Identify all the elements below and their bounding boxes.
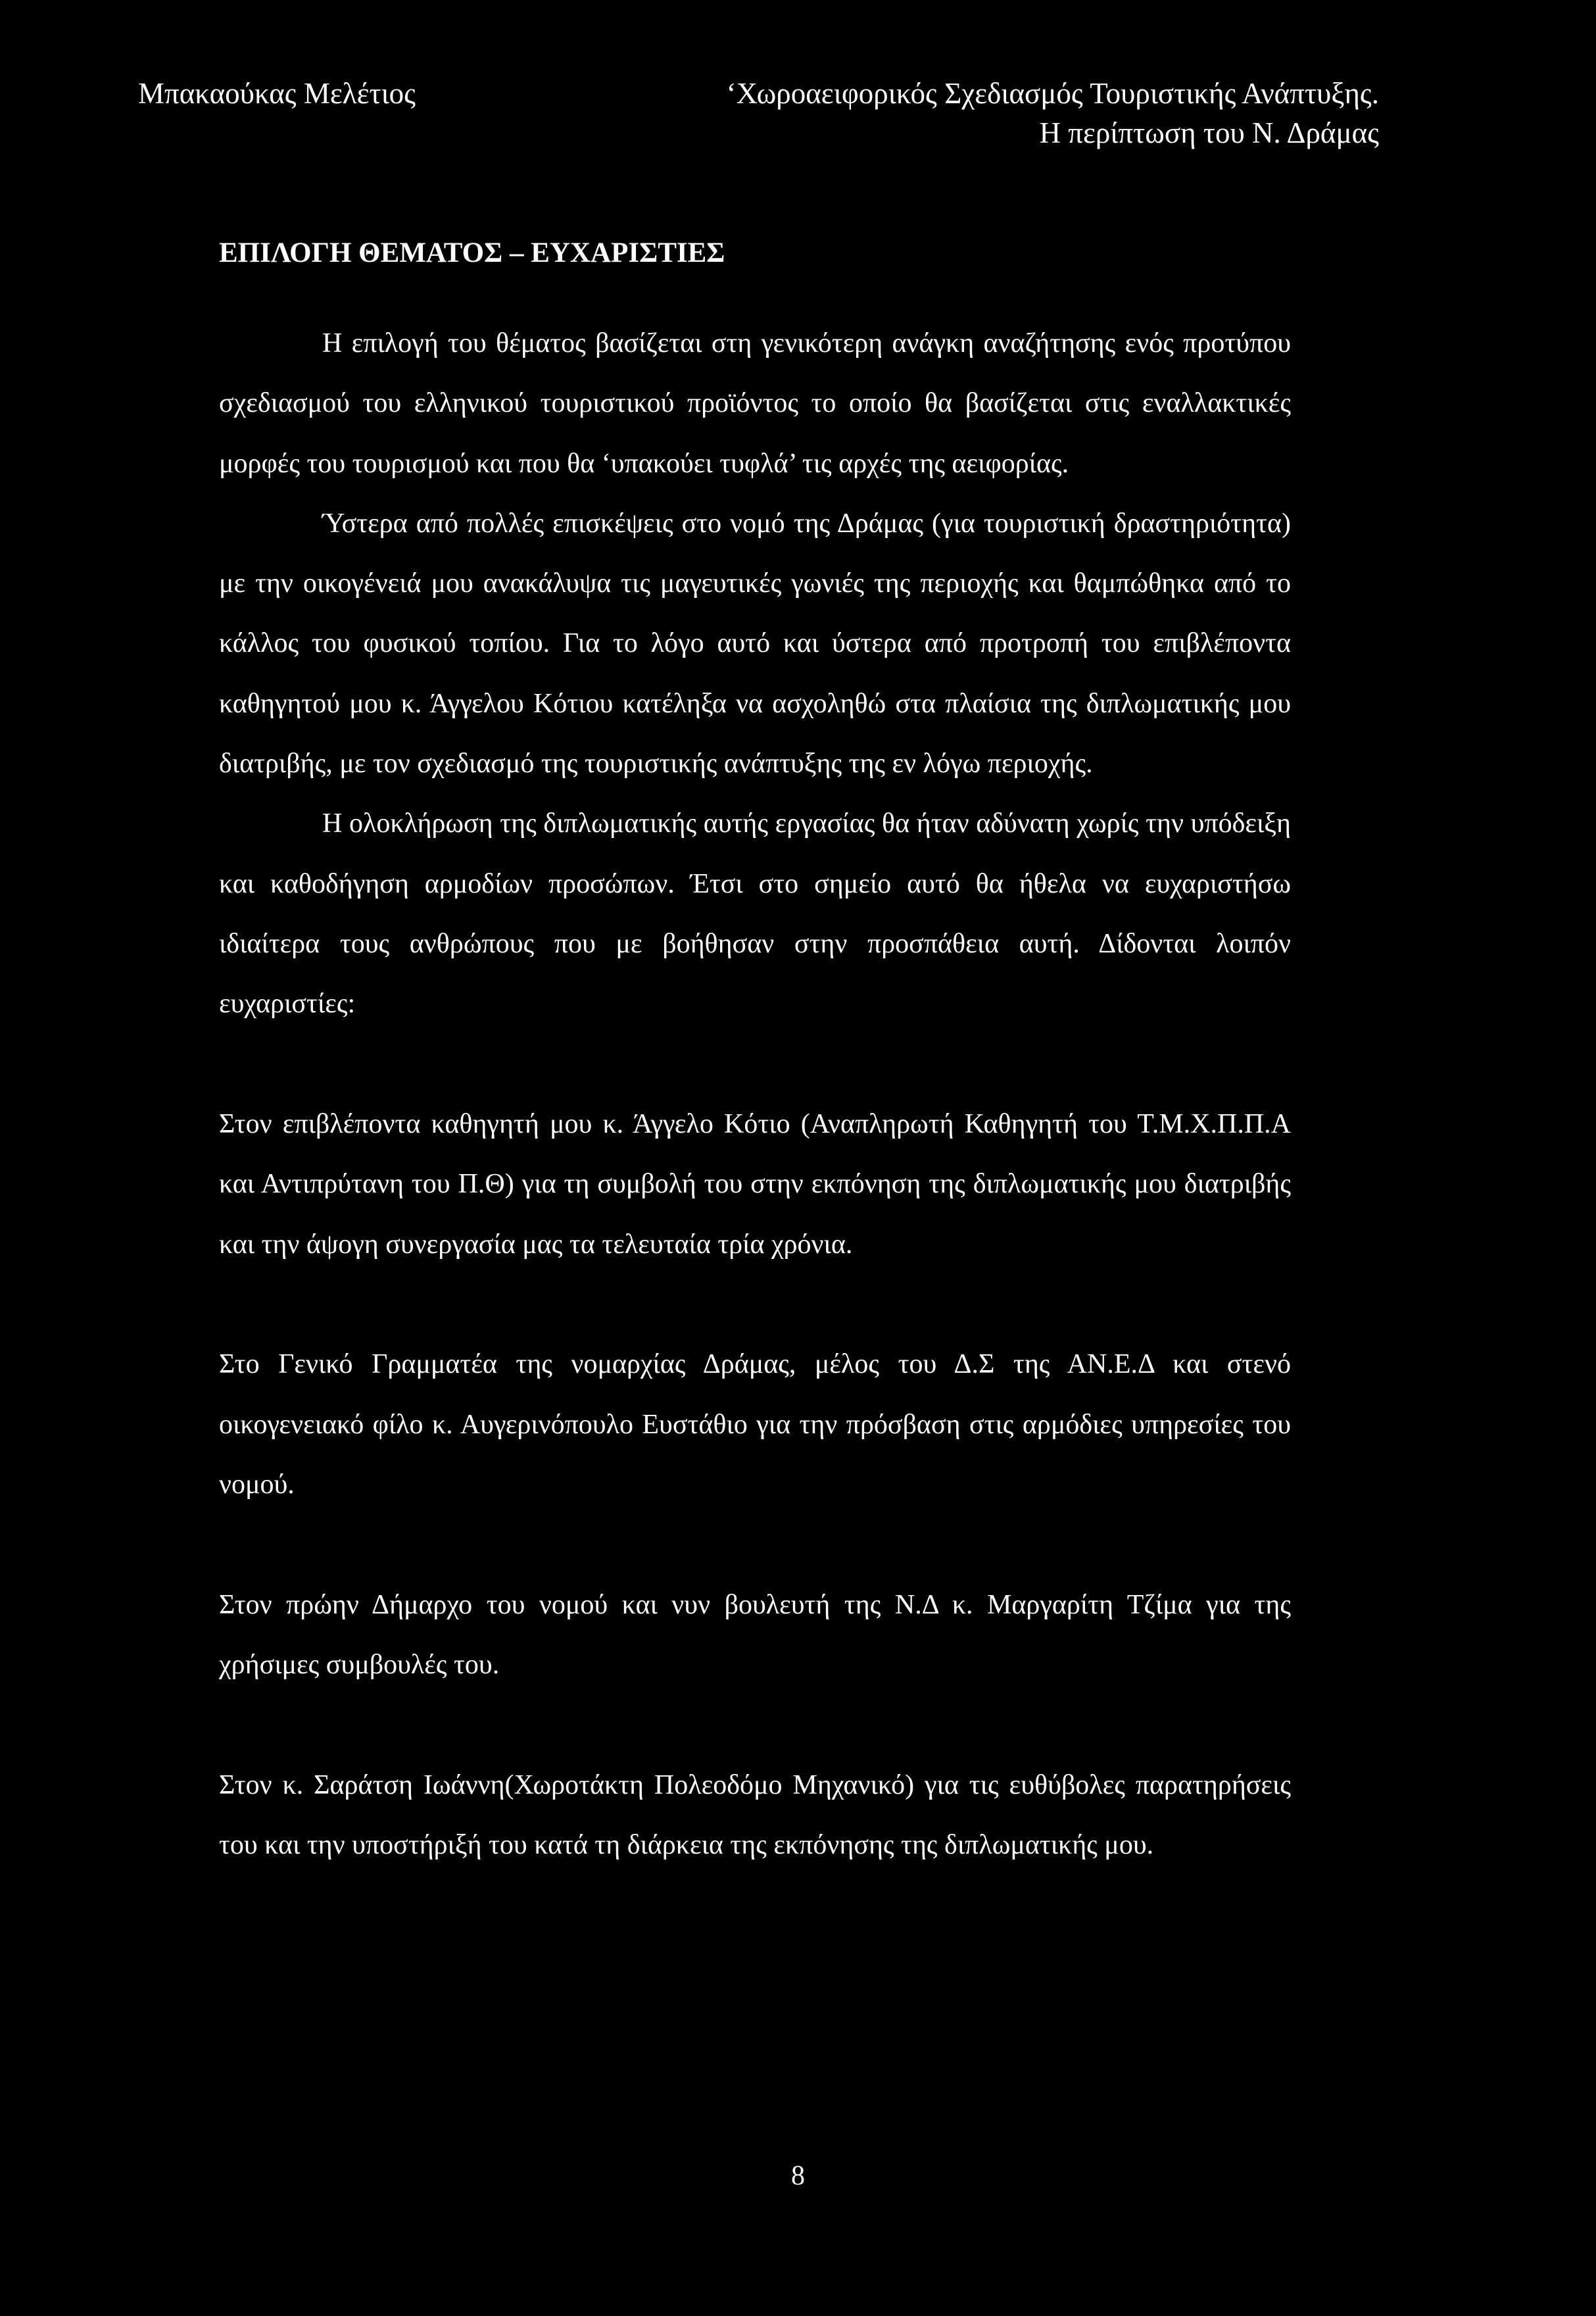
document-body: [219, 234, 1291, 1876]
page-number: 8: [791, 2161, 805, 2191]
acknowledgement-planner: Στον κ. Σαράτση Ιωάννη(Χωροτάκτη Πολεοδόμο Μηχανικό) για τις ευθύβολες παρατηρήσεις του και την υποστήριξή του κατά τη διάρκεια της εκπόνησης της διπλωματικής μου.: [219, 1769, 1291, 1861]
header-title-line1: ‘Χωροαειφορικός Σχεδιασμός Τουριστικής Ανάπτυξης.: [726, 77, 1379, 110]
acknowledgement-secretary-general: Στο Γενικό Γραμματέα της νομαρχίας Δράμας, μέλος του Δ.Σ της ΑΝ.Ε.Δ και στενό οικογενειακό φίλο κ. Αυγερινόπουλο Ευστάθιο για την πρόσβαση στις αρμόδιες υπηρεσίες του νομού.: [219, 1349, 1291, 1500]
header-title-line2: Η περίπτωση του Ν. Δράμας: [1039, 116, 1379, 149]
header-author: Μπακαούκας Μελέτιος: [138, 77, 416, 110]
header-title: [727, 74, 1379, 153]
acknowledgement-former-mayor: Στον πρώην Δήμαρχο του νομού και νυν βουλευτή της Ν.Δ κ. Μαργαρίτη Τζίμα για της χρήσιμες συμβουλές του.: [219, 1589, 1291, 1681]
paragraph-visits: Ύστερα από πολλές επισκέψεις στο νομό της Δράμας (για τουριστική δραστηριότητα) με την οικογένειά μου ανακάλυψα τις μαγευτικές γωνιές της περιοχής και θαμπώθηκα από το κάλλος του φυσικού τοπίου. Για το λόγο αυτό και ύστερα από προτροπή του επιβλέποντα καθηγητού μου κ. Άγγελου Κότιου κατέληξα να ασχοληθώ στα πλαίσια της διπλωματικής μου διατριβής, με τον σχεδιασμό της τουριστικής ανάπτυξης της εν λόγω περιοχής.: [219, 508, 1291, 779]
section-heading: ΕΠΙΛΟΓΗ ΘΕΜΑΤΟΣ – ΕΥΧΑΡΙΣΤΙΕΣ: [219, 237, 725, 268]
paragraph-topic-choice: Η επιλογή του θέματος βασίζεται στη γενικότερη ανάγκη αναζήτησης ενός προτύπου σχεδιασμού του ελληνικού τουριστικού προϊόντος το οποίο θα βασίζεται στις εναλλακτικές μορφές του τουρισμού και που θα ‘υπακούει τυφλά’ τις αρχές της αειφορίας.: [219, 328, 1291, 479]
acknowledgement-supervisor: Στον επιβλέποντα καθηγητή μου κ. Άγγελο Κότιο (Αναπληρωτή Καθηγητή του Τ.Μ.Χ.Π.Π.Α και Αντιπρύτανη του Π.Θ) για τη συμβολή του στην εκπόνηση της διπλωματικής μου διατριβής και την άψογη συνεργασία μας τα τελευταία τρία χρόνια.: [219, 1108, 1291, 1260]
paragraph-thanks-intro: Η ολοκλήρωση της διπλωματικής αυτής εργασίας θα ήταν αδύνατη χωρίς την υπόδειξη και καθοδήγηση αρμοδίων προσώπων. Έτσι στο σημείο αυτό θα ήθελα να ευχαριστήσω ιδιαίτερα τους ανθρώπους που με βοήθησαν στην προσπάθεια αυτή. Δίδονται λοιπόν ευχαριστίες:: [219, 808, 1291, 1020]
